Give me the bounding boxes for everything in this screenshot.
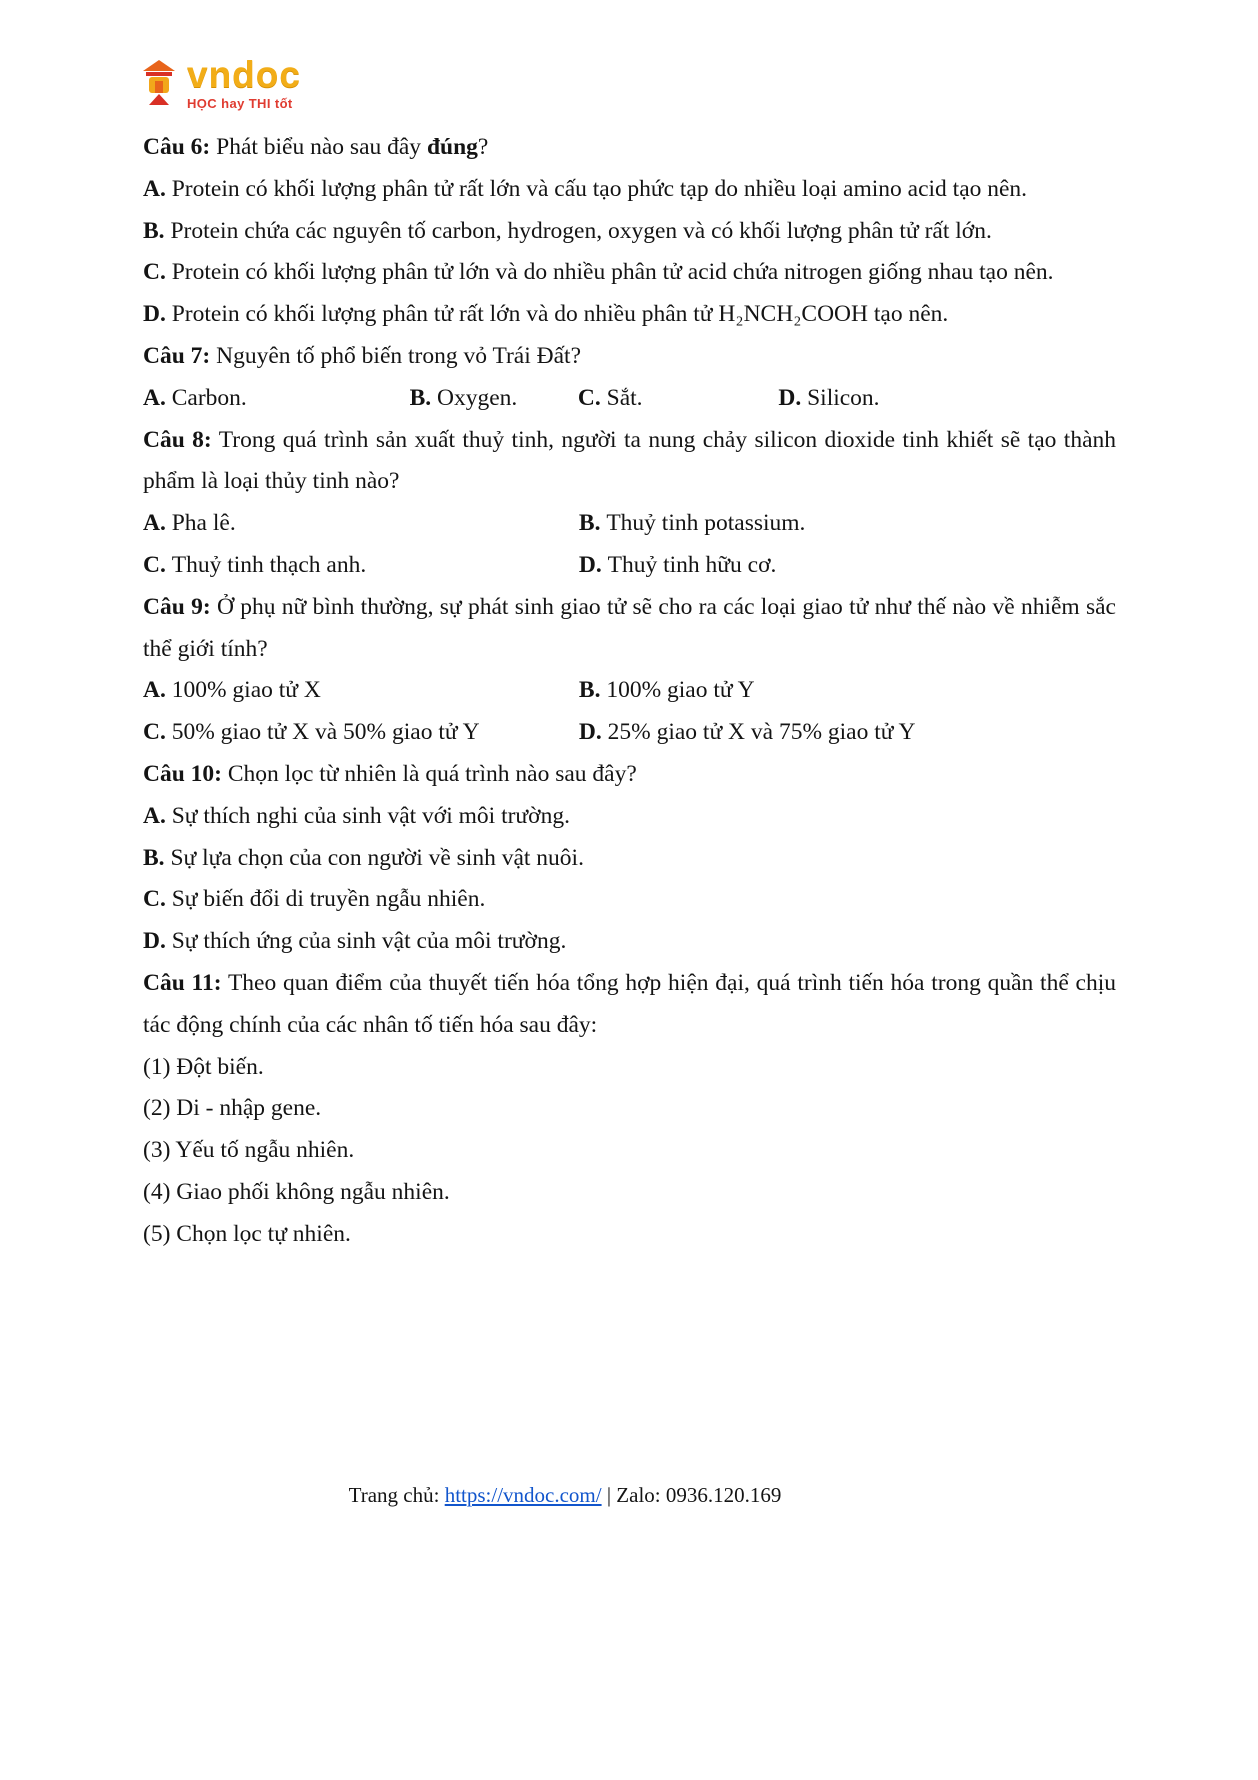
text: Sự thích ứng của sinh vật của môi trường. <box>165 928 567 955</box>
text: (5) Chọn lọc tự nhiên. <box>143 1220 351 1247</box>
question-8-options-ab <box>143 503 1116 545</box>
bold-text: Câu 7: <box>143 342 211 369</box>
text: Thuỷ tinh potassium. <box>606 510 806 537</box>
bold-text: B. <box>143 217 165 244</box>
text: Silicon. <box>807 384 880 411</box>
footer-link[interactable]: https://vndoc.com/ <box>444 1483 602 1507</box>
question-10-option-b <box>143 838 1116 880</box>
bold-text: A. <box>143 175 166 202</box>
question-10-option-c <box>143 879 1116 921</box>
bold-text: Câu 10: <box>143 760 222 787</box>
footer-zalo-text: | Zalo: 0936.120.169 <box>601 1483 782 1507</box>
question-6-option-b <box>143 211 1116 253</box>
bold-text: B. <box>578 677 607 704</box>
option-cell <box>579 545 1116 587</box>
option-cell <box>579 712 1116 754</box>
question-11-item-2 <box>143 1088 1116 1130</box>
text: 25% giao tử X và 75% giao tử Y <box>607 719 916 746</box>
bold-text: C. <box>577 384 607 411</box>
text: Phát biểu nào sau đây <box>210 134 427 160</box>
option-cell <box>143 545 579 587</box>
bold-text: đúng <box>426 134 478 160</box>
text: (2) Di - nhập gene. <box>143 1095 322 1122</box>
question-6 <box>143 127 1116 169</box>
text: Protein chứa các nguyên tố carbon, hydrogen, oxygen và có khối lượng phân tử rất lớn. <box>164 217 992 244</box>
text: Thuỷ tinh thạch anh. <box>171 551 367 578</box>
question-8-options-cd <box>143 545 1116 587</box>
question-7 <box>143 336 1116 378</box>
text: (1) Đột biến. <box>143 1053 264 1080</box>
text: Nguyên tố phổ biến trong vỏ Trái Đất? <box>210 342 581 369</box>
question-11-item-1 <box>143 1047 1116 1089</box>
logo-name: vndoc <box>187 54 301 95</box>
vndoc-logo <box>138 56 301 111</box>
bold-text: B. <box>409 384 438 411</box>
question-11-item-4 <box>143 1172 1116 1214</box>
question-6-option-d <box>143 294 1116 336</box>
bold-text: B. <box>143 844 165 871</box>
text: Protein có khối lượng phân tử rất lớn và do nhiều phân tử H₂NCH₂COOH tạo nên. <box>165 301 949 328</box>
text: Protein có khối lượng phân tử rất lớn và cấu tạo phức tạp do nhiều loại amino acid tạo nên. <box>165 175 1028 202</box>
text: Carbon. <box>171 384 247 411</box>
bold-text: B. <box>578 510 607 537</box>
text: Sự lựa chọn của con người về sinh vật nuôi. <box>164 844 584 871</box>
bold-text: D. <box>143 928 166 955</box>
text: Theo quan điểm của thuyết tiến hóa tổng hợp hiện đại, quá trình tiến hóa trong quần thể chịu tác động chính của các nhân tố tiến hóa sau đây: <box>143 969 1116 1038</box>
question-6-option-c <box>143 252 1116 294</box>
question-7-options <box>143 378 1116 420</box>
text: Chọn lọc từ nhiên là quá trình nào sau đây? <box>222 760 637 787</box>
vndoc-logo-text <box>187 56 301 111</box>
bold-text: D. <box>578 551 608 578</box>
bold-text: D. <box>778 384 808 411</box>
bold-text: D. <box>578 719 608 746</box>
bold-text: D. <box>143 301 166 328</box>
question-11 <box>143 963 1116 1047</box>
bold-text: Câu 8: <box>143 426 212 453</box>
text: Protein có khối lượng phân tử lớn và do nhiều phân tử acid chứa nitrogen giống nhau tạo nên. <box>165 259 1054 286</box>
question-9 <box>143 587 1116 671</box>
bold-text: A. <box>143 510 172 537</box>
question-8 <box>143 420 1116 504</box>
option-cell <box>143 378 410 420</box>
text: Pha lê. <box>171 510 236 537</box>
text: Trong quá trình sản xuất thuỷ tinh, người ta nung chảy silicon dioxide tinh khiết sẽ tạo thành phẩm là loại thủy tinh nào? <box>143 426 1116 495</box>
question-6-option-a <box>143 169 1116 211</box>
bold-text: Câu 6: <box>143 134 211 160</box>
question-10 <box>143 754 1116 796</box>
bold-text: A. <box>143 384 172 411</box>
text: Sự thích nghi của sinh vật với môi trường. <box>165 802 570 829</box>
document-body <box>143 127 1116 1256</box>
bold-text: C. <box>143 259 166 286</box>
text: (3) Yếu tố ngẫu nhiên. <box>143 1137 355 1164</box>
text: 50% giao tử X và 50% giao tử Y <box>171 719 480 746</box>
bold-text: Câu 9: <box>143 593 211 620</box>
option-cell <box>579 503 1116 545</box>
option-cell <box>778 378 1116 420</box>
page-footer <box>0 1483 1130 1508</box>
bold-text: C. <box>143 719 172 746</box>
logo-tagline: HỌC hay THI tốt <box>187 96 293 111</box>
bold-text: A. <box>143 677 172 704</box>
question-11-item-5 <box>143 1214 1116 1256</box>
text: Ở phụ nữ bình thường, sự phát sinh giao tử sẽ cho ra các loại giao tử như thế nào về nhiễm sắc thể giới tính? <box>143 593 1116 662</box>
text: Oxygen. <box>437 384 518 411</box>
footer-home-label: Trang chủ: <box>348 1483 445 1507</box>
question-9-options-cd <box>143 712 1116 754</box>
bold-text: C. <box>143 551 172 578</box>
bold-text: C. <box>143 886 166 913</box>
text: Thuỷ tinh hữu cơ. <box>607 551 777 578</box>
option-cell <box>410 378 578 420</box>
text: Sắt. <box>606 384 643 411</box>
question-11-item-3 <box>143 1130 1116 1172</box>
option-cell <box>143 503 579 545</box>
option-cell <box>143 670 579 712</box>
bold-text: Câu 11: <box>143 969 222 996</box>
option-cell <box>578 378 778 420</box>
option-cell <box>143 712 579 754</box>
text: Sự biến đổi di truyền ngẫu nhiên. <box>165 886 486 913</box>
text: (4) Giao phối không ngẫu nhiên. <box>143 1178 450 1205</box>
text: ? <box>477 134 489 160</box>
option-cell <box>579 670 1116 712</box>
vndoc-logo-icon <box>138 59 180 107</box>
question-10-option-d <box>143 921 1116 963</box>
text: 100% giao tử Y <box>606 677 755 704</box>
text: 100% giao tử X <box>171 677 321 704</box>
bold-text: A. <box>143 802 166 829</box>
question-10-option-a <box>143 796 1116 838</box>
question-9-options-ab <box>143 670 1116 712</box>
